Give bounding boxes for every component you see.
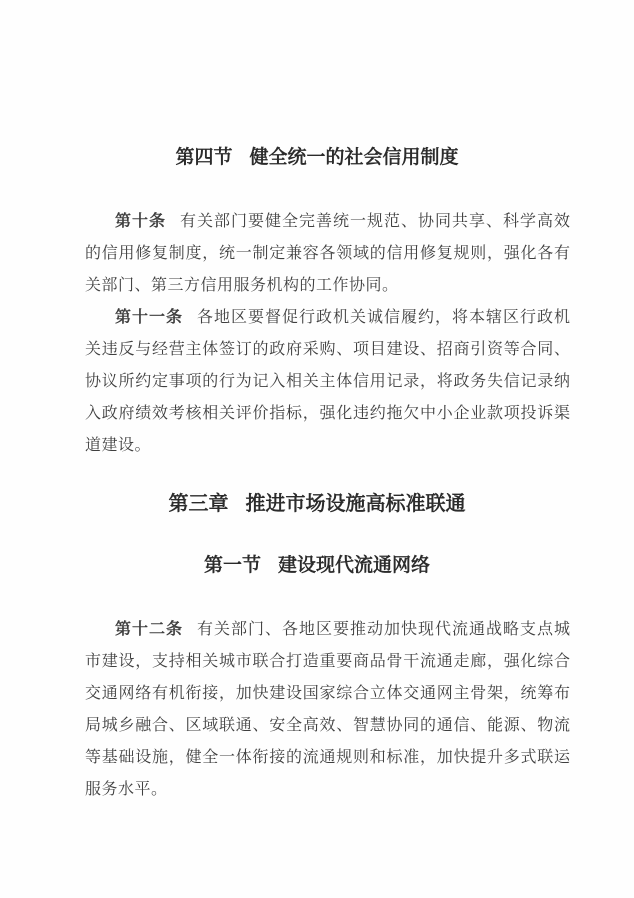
section-number: 第一节 <box>203 555 261 576</box>
article-11 <box>85 302 570 462</box>
article-number-label: 第十条 <box>115 213 166 230</box>
article-line: 局城乡融合、区域联通、安全高效、智慧协同的通信、能源、物流 <box>85 717 570 734</box>
article-10 <box>85 206 570 302</box>
section-title: 建设现代流通网络 <box>278 555 431 576</box>
article-line: 关部门、第三方信用服务机构的工作协同。 <box>85 277 399 294</box>
article-line: 协议所约定事项的行为记入相关主体信用记录，将政务失信记录纳 <box>85 373 570 390</box>
section-heading-1 <box>0 550 634 582</box>
article-12 <box>85 614 570 806</box>
article-number-label: 第十一条 <box>115 309 183 326</box>
article-line: 的信用修复制度，统一制定兼容各领域的信用修复规则，强化各有 <box>85 245 570 262</box>
article-line: 市建设，支持相关城市联合打造重要商品骨干流通走廊，强化综合 <box>85 653 570 670</box>
article-line: 交通网络有机衔接，加快建设国家综合立体交通网主骨架，统筹布 <box>85 685 570 702</box>
chapter-title: 推进市场设施高标准联通 <box>245 493 466 515</box>
article-text: 有关部门要健全完善统一规范、协同共享、科学高效 <box>180 213 570 230</box>
article-line: 服务水平。 <box>85 781 168 798</box>
section-number: 第四节 <box>175 147 233 168</box>
article-line <box>85 302 570 334</box>
article-line <box>85 614 570 646</box>
article-text: 有关部门、各地区要推动加快现代流通战略支点城 <box>197 621 570 638</box>
chapter-number: 第三章 <box>168 493 229 515</box>
article-number-label: 第十二条 <box>115 621 183 638</box>
section-title: 健全统一的社会信用制度 <box>249 147 459 168</box>
article-line <box>85 206 570 238</box>
article-line: 关违反与经营主体签订的政府采购、项目建设、招商引资等合同、 <box>85 341 570 358</box>
article-text: 各地区要督促行政机关诚信履约，将本辖区行政机 <box>197 309 570 326</box>
article-line: 道建设。 <box>85 437 152 454</box>
section-heading-4 <box>0 142 634 174</box>
article-line: 等基础设施，健全一体衔接的流通规则和标准，加快提升多式联运 <box>85 749 570 766</box>
article-line: 入政府绩效考核相关评价指标，强化违约拖欠中小企业款项投诉渠 <box>85 405 570 422</box>
chapter-heading-3 <box>0 488 634 520</box>
